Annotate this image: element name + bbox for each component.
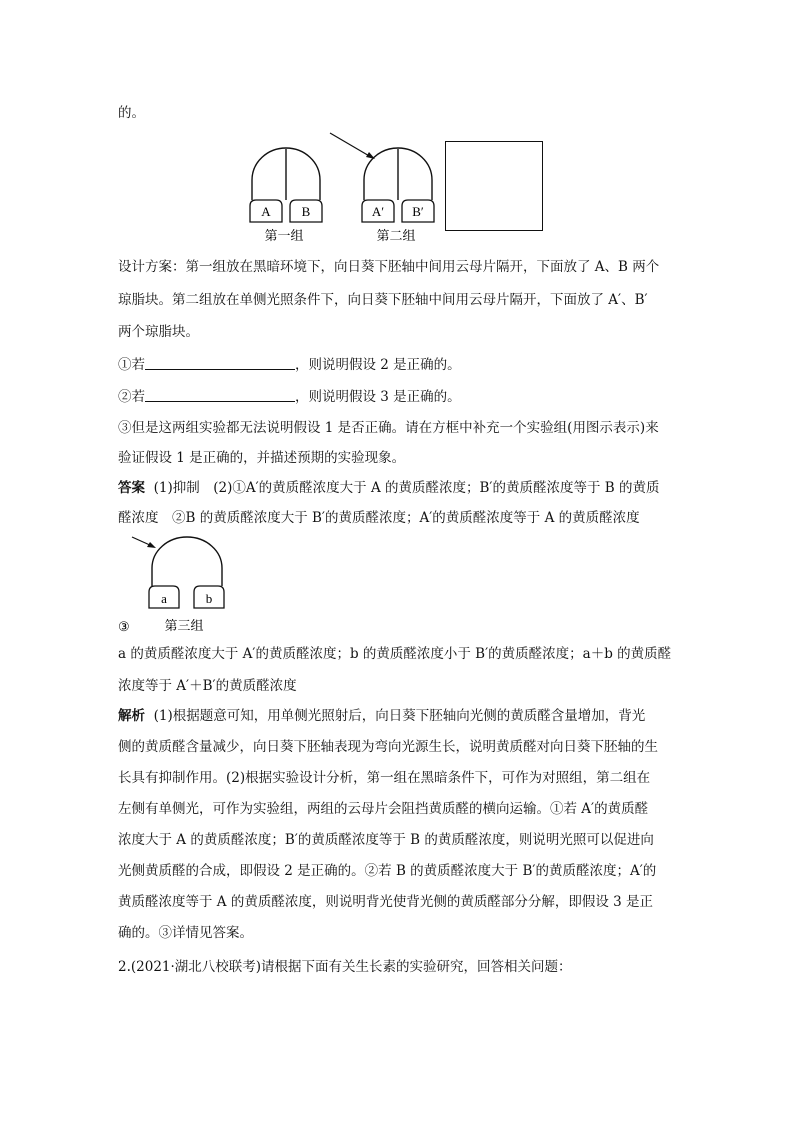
figure3-marker: ③ <box>118 619 130 634</box>
question-1 <box>118 356 461 374</box>
analysis-label: 解析 <box>118 708 145 724</box>
group1-label-a: A <box>261 204 271 219</box>
question-2-prefix: ②若 <box>118 389 145 405</box>
answer-tail-2: 浓度等于 A′＋B′的黄质醛浓度 <box>118 678 297 694</box>
analysis-line-6: 光侧黄质醛的合成，即假设 2 是正确的。②若 B 的黄质醛浓度大于 B′的黄质醛浓度；A′的 <box>118 863 657 879</box>
group3-seedling-outline <box>152 537 222 586</box>
answer-text-1: (1)抑制 (2)①A′的黄质醛浓度大于 A 的黄质醛浓度；B′的黄质醛浓度等于 B 的黄质 <box>153 480 660 496</box>
question-1-prefix: ①若 <box>118 357 145 373</box>
group2-figure <box>326 130 438 244</box>
analysis-line-8: 确的。③详情见答案。 <box>118 925 253 941</box>
group2-label-b: B′ <box>412 204 424 219</box>
analysis-line-2: 侧的黄质醛含量减少，向日葵下胚轴表现为弯向光源生长，说明黄质醛对向日葵下胚轴的生 <box>118 739 658 755</box>
group3-label-b: b <box>205 591 213 606</box>
question-1-suffix: ，则说明假设 2 是正确的。 <box>295 357 461 373</box>
group3-label-a: a <box>161 591 167 606</box>
question-3-line-1: ③但是这两组实验都无法说明假设 1 是否正确。请在方框中补充一个实验组(用图示表示)来 <box>118 420 659 436</box>
top-text: 的。 <box>118 105 145 121</box>
question-2-blank[interactable] <box>145 388 295 402</box>
group1-figure <box>246 144 326 244</box>
group3-figure <box>116 534 236 634</box>
analysis-line-5: 浓度大于 A 的黄质醛浓度；B′的黄质醛浓度等于 B 的黄质醛浓度，则说明光照可以促进向 <box>118 832 654 848</box>
answer-label: 答案 <box>118 480 145 496</box>
group3-light-arrow-head <box>147 542 156 548</box>
answer-tail-1: a 的黄质醛浓度大于 A′的黄质醛浓度；b 的黄质醛浓度小于 B′的黄质醛浓度；a＋b 的黄质醛 <box>118 646 672 662</box>
analysis-line-3: 长具有抑制作用。(2)根据实验设计分析，第一组在黑暗条件下，可作为对照组，第二组在 <box>118 770 651 786</box>
light-arrow <box>330 133 371 157</box>
next-question: 2.(2021·湖北八校联考)请根据下面有关生长素的实验研究，回答相关问题： <box>118 959 572 975</box>
analysis-line-7: 黄质醛浓度等于 A 的黄质醛浓度，则说明背光使背光侧的黄质醛部分分解，即假设 3 是正 <box>118 894 654 910</box>
design-line-3: 两个琼脂块。 <box>118 324 199 340</box>
answer-box <box>445 141 543 231</box>
group2-caption: 第二组 <box>376 229 416 244</box>
group3-caption: 第三组 <box>164 619 204 634</box>
analysis-text-1: (1)根据题意可知，用单侧光照射后，向日葵下胚轴向光侧的黄质醛含量增加，背光 <box>153 708 646 724</box>
answer-line-2: 醛浓度 ②B 的黄质醛浓度大于 B′的黄质醛浓度；A′的黄质醛浓度等于 A 的黄质醛浓度 <box>118 510 640 526</box>
question-1-blank[interactable] <box>145 356 295 370</box>
group1-label-b: B <box>301 204 311 219</box>
group2-label-a: A′ <box>371 204 385 219</box>
analysis-line-1 <box>118 707 645 725</box>
question-2 <box>118 388 461 406</box>
group1-caption: 第一组 <box>264 229 304 244</box>
design-line-1: 设计方案：第一组放在黑暗环境下，向日葵下胚轴中间用云母片隔开，下面放了 A、B 两个 <box>118 259 660 275</box>
answer-line-1 <box>118 479 659 497</box>
design-line-2: 琼脂块。第二组放在单侧光照条件下，向日葵下胚轴中间用云母片隔开，下面放了 A′、B′ <box>118 292 648 308</box>
analysis-line-4: 左侧有单侧光，可作为实验组，两组的云母片会阻挡黄质醛的横向运输。①若 A′的黄质醛 <box>118 801 649 817</box>
question-3-line-2: 验证假设 1 是正确的，并描述预期的实验现象。 <box>118 450 406 466</box>
question-2-suffix: ，则说明假设 3 是正确的。 <box>295 389 461 405</box>
